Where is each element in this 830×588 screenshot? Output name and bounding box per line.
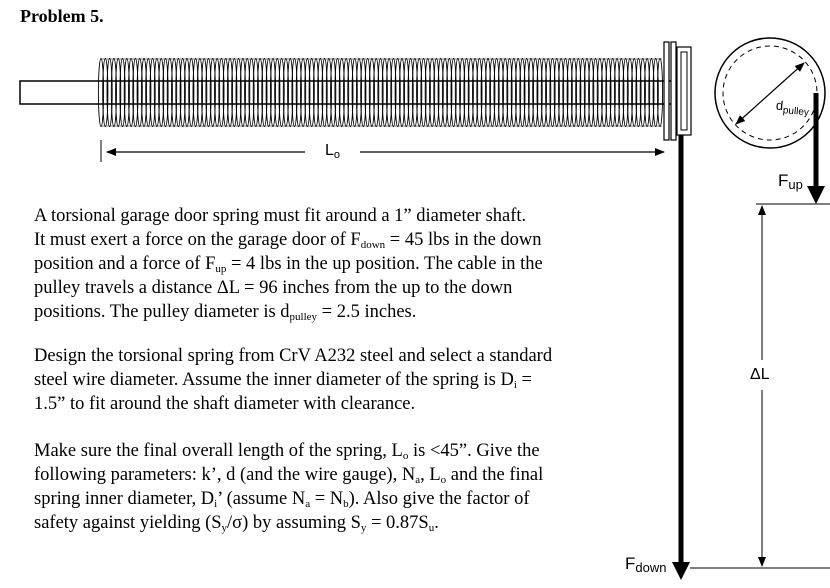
end-plate-right bbox=[671, 42, 676, 140]
design-instructions: Design the torsional spring from CrV A232 steel and select a standard steel wire diameter. Assume the inner diameter of the spring is $D_i$ = 1.5” to fit around the shaft diameter with clearance. bbox=[34, 346, 553, 414]
end-cap-inner bbox=[681, 52, 687, 130]
fdown-label: $F_{down}$ bbox=[625, 554, 667, 575]
problem-title: Problem 5. bbox=[20, 6, 104, 26]
lo-label: $L_o$ bbox=[325, 142, 341, 161]
pulley-diameter-label: $d_{pulley}$ bbox=[775, 97, 810, 119]
problem-statement: A torsional garage door spring must fit around a 1” diameter shaft. It must exert a force on the garage door of $F_{down} = 45$ lbs in the down position and a force of $F_{up} = 4$ lbs in the up position. The cable in the pulley travels a distance ΔL = 96 inches from the up to the down positions. The pulley diameter is $d_{pulley} = 2.5$ inches. bbox=[34, 206, 543, 323]
end-plate-left bbox=[664, 42, 669, 140]
fup-arrowhead bbox=[807, 186, 825, 204]
delta-l-label: ΔL bbox=[750, 366, 770, 383]
fdown-arrowhead bbox=[672, 562, 690, 580]
fup-label: $F_{up}$ bbox=[778, 171, 803, 192]
requirements-paragraph: Make sure the final overall length of the spring, $L_o$ is <45”. Give the following parameters: k’, d (and the wire gauge), $N_a$, $L_o$ and the final spring inner diameter, $D_i$’ (assume $N_a = N_b$). Also give the factor of safety against yielding $(S_y/\sigma)$ by assuming $S_y = 0.87S_u$. bbox=[34, 441, 544, 534]
